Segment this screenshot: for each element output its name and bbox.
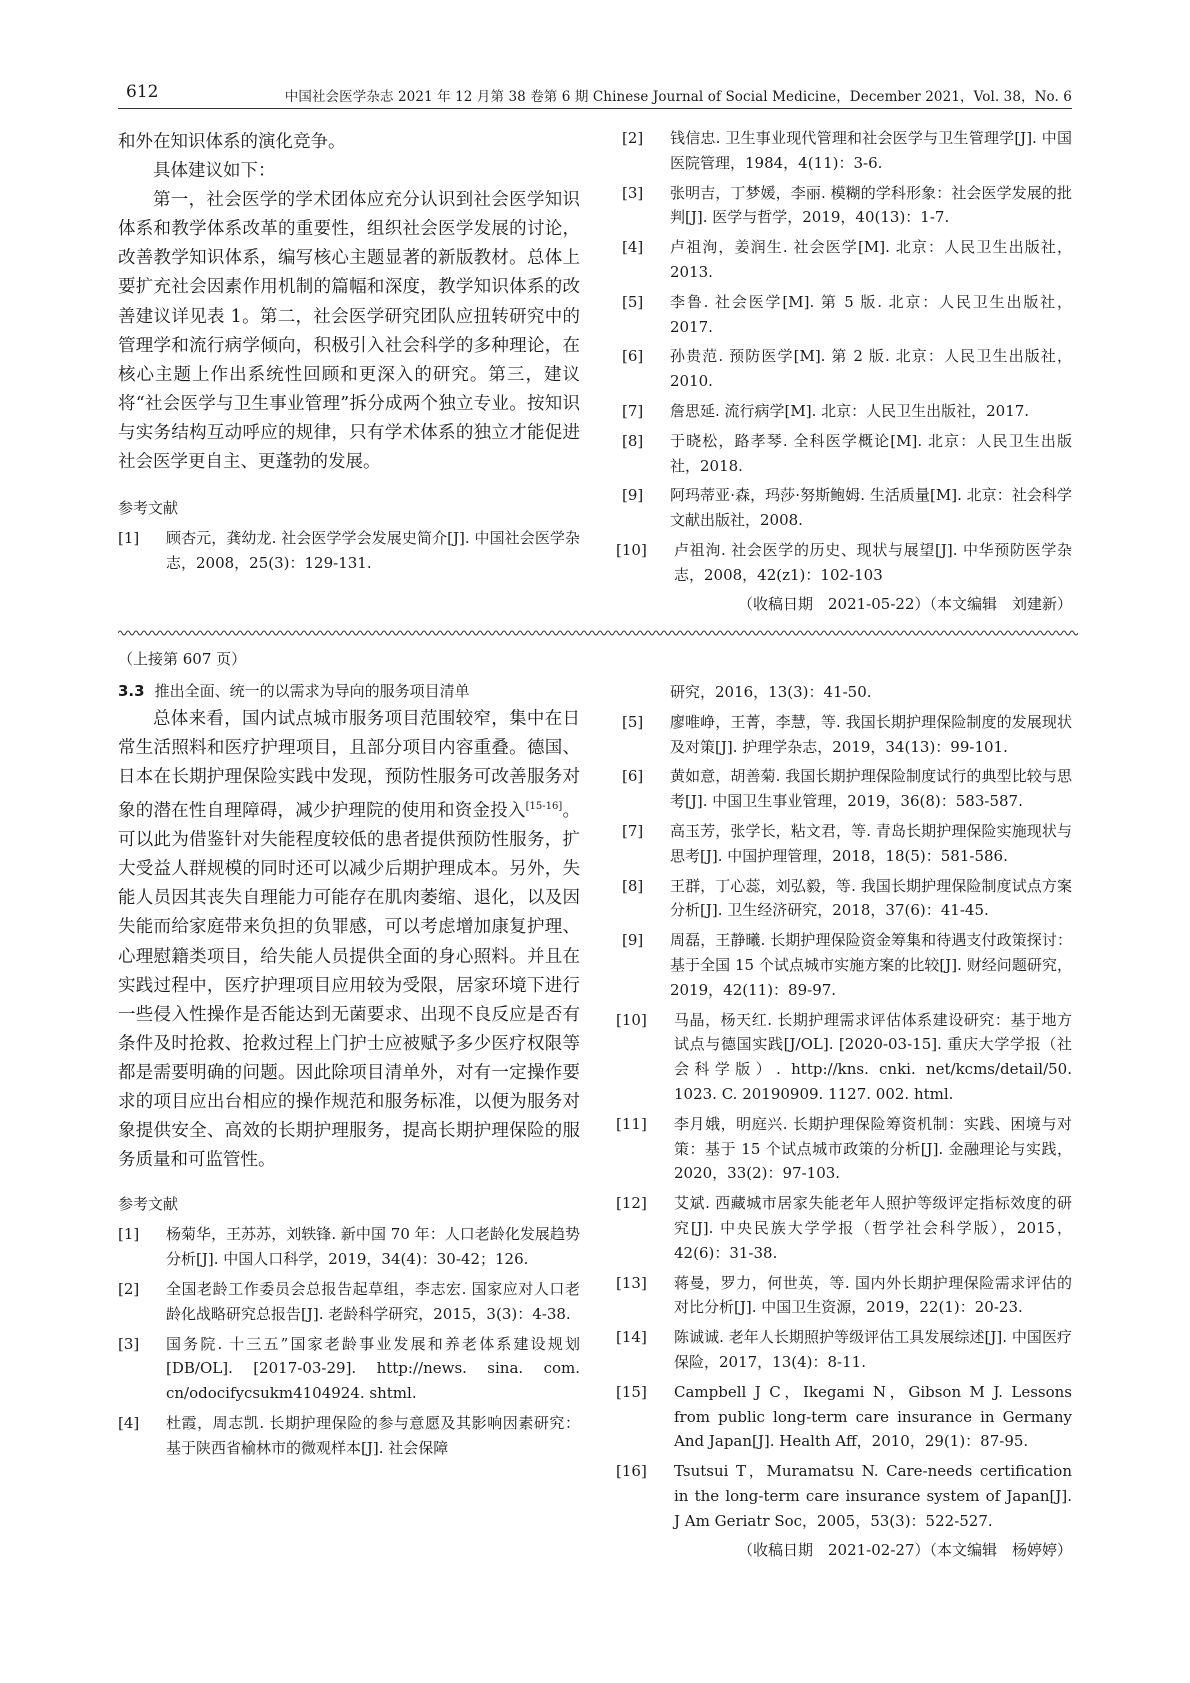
reference-number: [7] bbox=[622, 401, 644, 420]
reference-text: 卢祖洵. 社会医学的历史、现状与展望[J]. 中华预防医学杂志，2008，42(z1)：102-103 bbox=[674, 540, 1072, 584]
reference-item bbox=[622, 399, 1072, 424]
reference-number: [12] bbox=[616, 1194, 647, 1213]
body-paragraph bbox=[118, 705, 580, 1175]
reference-text: 顾杏元，龚幼龙. 社会医学学会发展史简介[J]. 中国社会医学杂志，2008，25(3)：129-131. bbox=[166, 529, 580, 572]
reference-number: [5] bbox=[622, 292, 644, 311]
reference-text: 廖唯峥，王菁，李慧，等. 我国长期护理保险制度的发展现状及对策[J]. 护理学杂志，2019，34(13)：99-101. bbox=[670, 712, 1072, 756]
body-paragraph: 具体建议如下： bbox=[153, 161, 276, 182]
reference-item bbox=[616, 1459, 1072, 1533]
reference-text: 詹思延. 流行病学[M]. 北京：人民卫生出版社，2017. bbox=[670, 401, 1030, 420]
journal-info: 中国社会医学杂志 2021 年 12 月第 38 卷第 6 期 Chinese Journal of Social Medicine，December 2021，Vol. 38，No. 6 bbox=[284, 89, 1072, 105]
reference-text: 全国老龄工作委员会总报告起草组，李志宏. 国家应对人口老龄化战略研究总报告[J]. 老龄科学研究，2015，3(3)：4-38. bbox=[166, 1279, 580, 1323]
reference-item bbox=[616, 1271, 1072, 1321]
reference-text: 艾斌. 西藏城市居家失能老年人照护等级评定指标效度的研究[J]. 中央民族大学学报（哲学社会科学版），2015，42(6)：31-38. bbox=[674, 1194, 1072, 1262]
references-heading: 参考文献 bbox=[118, 1195, 179, 1214]
reference-item bbox=[616, 538, 1072, 588]
reference-item bbox=[616, 1008, 1072, 1107]
reference-item bbox=[118, 526, 580, 576]
section-number: 3.3 bbox=[118, 682, 145, 700]
reference-text: 高玉芳，张学长，粘文君，等. 青岛长期护理保险实施现状与思考[J]. 中国护理管理，2018，18(5)：581-586. bbox=[670, 821, 1072, 865]
reference-text: 王群，丁心蕊，刘弘毅，等. 我国长期护理保险制度试点方案分析[J]. 卫生经济研究，2018，37(6)：41-45. bbox=[670, 876, 1072, 920]
section-title: 推出全面、统一的以需求为导向的服务项目清单 bbox=[154, 682, 470, 700]
reference-text: 于晓松，路孝琴. 全科医学概论[M]. 北京：人民卫生出版社，2018. bbox=[670, 431, 1072, 475]
citation: [15-16] bbox=[525, 801, 563, 813]
reference-list bbox=[616, 710, 1072, 1534]
reference-item bbox=[616, 1112, 1072, 1186]
paragraph-text: 。可以此为借鉴针对失能程度较低的患者提供预防性服务，扩大受益人群规模的同时还可以减少后期护理成本。另外，失能人员因其丧失自理能力可能存在肌肉萎缩、退化，以及因失能而给家庭带来负担的负罪感，可以考虑增加康复护理、心理慰籍类项目，给失能人员提供全面的身心照料。并且在实践过程中，医疗护理项目应用较为受限，居家环境下进行一些侵入性操作是否能达到无菌要求、出现不良反应是否有条件及时抢救、抢救过程上门护士应被赋予多少医疗权限等都是需要明确的问题。因此除项目清单外，对有一定操作要求的项目应出台相应的操作规范和服务标准，以便为服务对象提供安全、高效的长期护理服务，提高长期护理保险的服务质量和可监管性。 bbox=[118, 801, 581, 1171]
reference-list bbox=[118, 526, 580, 576]
reference-number: [1] bbox=[118, 529, 140, 548]
reference-text: 钱信忠. 卫生事业现代管理和社会医学与卫生管理学[J]. 中国医院管理，1984，4(11)：3-6. bbox=[670, 129, 1072, 172]
reference-text: 马晶，杨天红. 长期护理需求评估体系建设研究：基于地方试点与德国实践[J/OL]. [2020-03-15]. 重庆大学学报（社会科学版）. http://kns. cnki. net/kcms/detail/50. 1023. C. 20190909. 1127. 002. html. bbox=[674, 1010, 1072, 1103]
reference-number: [7] bbox=[622, 821, 644, 840]
reference-text: 杜霞，周志凯. 长期护理保险的参与意愿及其影响因素研究：基于陕西省榆林市的微观样本[J]. 社会保障 bbox=[166, 1413, 580, 1457]
continued-note: （上接第 607 页） bbox=[118, 650, 247, 668]
reference-item bbox=[622, 344, 1072, 394]
bottom-right-column bbox=[616, 680, 1072, 1560]
reference-number: [9] bbox=[622, 931, 644, 950]
section-divider bbox=[118, 628, 1078, 638]
reference-number: [5] bbox=[622, 712, 644, 731]
reference-text: 张明吉，丁梦媛，李丽. 模糊的学科形象：社会医学发展的批判[J]. 医学与哲学，2019，40(13)：1-7. bbox=[670, 183, 1072, 227]
reference-text: Campbell J C，Ikegami N，Gibson M J. Lessons from public long-term care insurance in Germany And Japan[J]. Health Aff，2010，29(1)：87-95. bbox=[674, 1382, 1072, 1451]
reference-list bbox=[118, 1222, 580, 1460]
top-left-column bbox=[118, 128, 580, 581]
reference-text: 卢祖洵，姜润生. 社会医学[M]. 北京：人民卫生出版社，2013. bbox=[670, 238, 1072, 281]
top-right-column bbox=[616, 126, 1072, 614]
reference-text: 李鲁. 社会医学[M]. 第 5 版. 北京：人民卫生出版社，2017. bbox=[670, 292, 1072, 336]
reference-number: [15] bbox=[616, 1382, 647, 1401]
reference-text: 孙贵范. 预防医学[M]. 第 2 版. 北京：人民卫生出版社，2010. bbox=[670, 347, 1072, 391]
reference-item bbox=[622, 181, 1072, 231]
reference-number: [10] bbox=[616, 540, 647, 559]
body-paragraph: 第一，社会医学的学术团体应充分认识到社会医学知识体系和教学体系改革的重要性，组织社会医学发展的讨论，改善教学知识体系，编写核心主题显著的新版教材。总体上要扩充社会因素作用机制的篇幅和深度，教学知识体系的改善建议详见表 1。第二，社会医学研究团队应扭转研究中的管理学和流行病学倾向，积极引入社会科学的多种理论，在核心主题上作出系统性回顾和更深入的研究。第三，建议将“社会医学与卫生事业管理”拆分成两个独立专业。按知识与实务结构互动呼应的规律，只有学术体系的独立才能促进社会医学更自主、更蓬勃的发展。 bbox=[118, 190, 580, 473]
bottom-left-column bbox=[118, 678, 580, 1466]
received-date: （收稿日期 2021-02-27）（本文编辑 杨婷婷） bbox=[738, 1540, 1072, 1559]
reference-item bbox=[622, 710, 1072, 760]
reference-item bbox=[616, 1325, 1072, 1375]
reference-number: [3] bbox=[622, 183, 644, 202]
reference-item bbox=[622, 235, 1072, 285]
references-heading: 参考文献 bbox=[118, 499, 179, 518]
reference-item bbox=[622, 483, 1072, 533]
reference-item bbox=[616, 1191, 1072, 1265]
reference-text: Tsutsui T，Muramatsu N. Care-needs certification in the long-term care insurance system of Japan[J]. J Am Geriatr Soc，2005，53(3)：522-527. bbox=[674, 1462, 1072, 1530]
reference-number: [1] bbox=[118, 1225, 140, 1244]
reference-item bbox=[622, 429, 1072, 479]
section-heading bbox=[118, 680, 580, 701]
reference-number: [6] bbox=[622, 767, 644, 786]
reference-item bbox=[622, 928, 1072, 1002]
reference-number: [9] bbox=[622, 486, 644, 505]
reference-item bbox=[622, 874, 1072, 924]
reference-item bbox=[118, 1277, 580, 1327]
reference-text: 李月娥，明庭兴. 长期护理保险筹资机制：实践、困境与对策：基于 15 个试点城市政策的分析[J]. 金融理论与实践，2020，33(2)：97-103. bbox=[674, 1114, 1072, 1183]
reference-text: 国务院. 十三五”国家老龄事业发展和养老体系建设规划[DB/OL]. [2017-03-29]. http://news. sina. com. cn/odocifycsukm4104924. shtml. bbox=[166, 1334, 580, 1403]
reference-number: [8] bbox=[622, 876, 644, 895]
reference-list bbox=[616, 126, 1072, 588]
page-number: 612 bbox=[126, 82, 159, 102]
reference-item bbox=[622, 290, 1072, 340]
page-header bbox=[118, 82, 1072, 109]
reference-number: [4] bbox=[622, 238, 644, 257]
reference-number: [11] bbox=[616, 1114, 647, 1133]
reference-text: 黄如意，胡善菊. 我国长期护理保险制度试行的典型比较与思考[J]. 中国卫生事业管理，2019，36(8)：583-587. bbox=[670, 767, 1072, 811]
reference-text: 杨菊华，王苏苏，刘轶锋. 新中国 70 年：人口老龄化发展趋势分析[J]. 中国人口科学，2019，34(4)：30-42；126. bbox=[166, 1225, 580, 1269]
reference-item bbox=[622, 126, 1072, 176]
reference-item bbox=[118, 1332, 580, 1406]
reference-text: 周磊，王静曦. 长期护理保险资金筹集和待遇支付政策探讨：基于全国 15 个试点城市实施方案的比较[J]. 财经问题研究，2019，42(11)：89-97. bbox=[670, 931, 1072, 999]
reference-item bbox=[622, 819, 1072, 869]
reference-item bbox=[622, 764, 1072, 814]
reference-number: [6] bbox=[622, 347, 644, 366]
reference-number: [13] bbox=[616, 1273, 647, 1292]
reference-number: [10] bbox=[616, 1010, 647, 1029]
paragraph-text: 总体来看，国内试点城市服务项目范围较窄，集中在日常生活照料和医疗护理项目，且部分项目内容重叠。德国、日本在长期护理保险实践中发现，预防性服务可改善服务对象的潜在性自理障碍，减少护理院的使用和资金投入 bbox=[118, 709, 580, 822]
reference-number: [8] bbox=[622, 431, 644, 450]
reference-text: 陈诚诚. 老年人长期照护等级评估工具发展综述[J]. 中国医疗保险，2017，13(4)：8-11. bbox=[674, 1328, 1072, 1371]
reference-number: [2] bbox=[622, 129, 644, 147]
reference-item bbox=[616, 1380, 1072, 1454]
reference-number: [4] bbox=[118, 1413, 140, 1432]
received-date: （收稿日期 2021-05-22）（本文编辑 刘建新） bbox=[738, 594, 1072, 613]
reference-number: [14] bbox=[616, 1328, 647, 1347]
reference-number: [2] bbox=[118, 1279, 140, 1298]
reference-number: [16] bbox=[616, 1462, 647, 1481]
reference-continuation: 研究，2016，13(3)：41-50. bbox=[670, 683, 872, 701]
reference-item bbox=[118, 1411, 580, 1461]
reference-item bbox=[118, 1222, 580, 1272]
reference-text: 阿玛蒂亚·森，玛莎·努斯鲍姆. 生活质量[M]. 北京：社会科学文献出版社，2008. bbox=[670, 486, 1072, 530]
reference-number: [3] bbox=[118, 1334, 140, 1353]
body-paragraph: 和外在知识体系的演化竞争。 bbox=[118, 132, 346, 152]
reference-text: 蒋曼，罗力，何世英，等. 国内外长期护理保险需求评估的对比分析[J]. 中国卫生资源，2019，22(1)：20-23. bbox=[674, 1273, 1072, 1317]
